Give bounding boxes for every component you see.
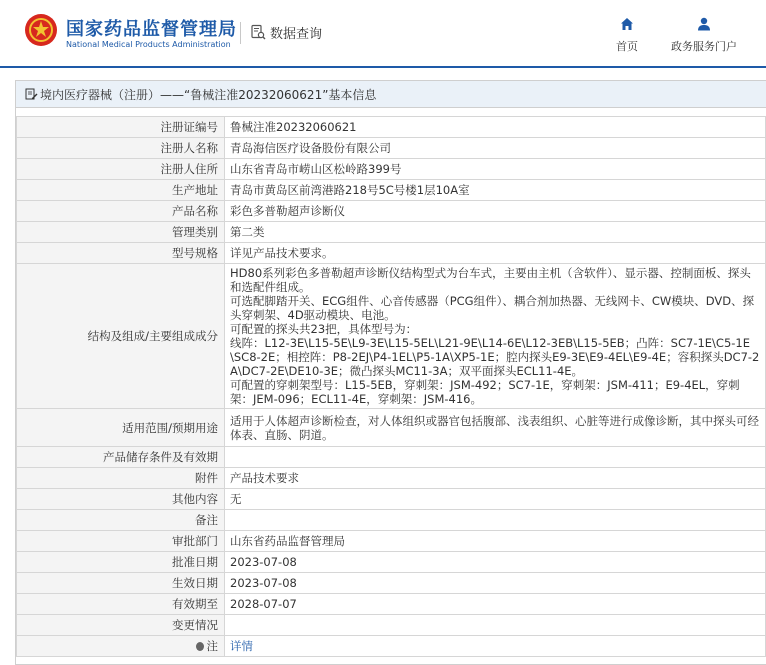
field-label: 变更情况 <box>17 615 225 636</box>
table-row <box>17 243 766 264</box>
site-header <box>0 0 766 68</box>
table-row <box>17 264 766 409</box>
field-value: 第二类 <box>225 222 766 243</box>
table-row <box>17 409 766 447</box>
detail-link[interactable]: 详情 <box>230 639 253 653</box>
structure-composition-text: HD80系列彩色多普勒超声诊断仪结构型式为台车式，主要由主机（含软件）、显示器、控制面板、探头和选配件组成。 可选配脚踏开关、ECG组件、心音传感器（PCG组件）、耦合剂加热器、无线网卡、CW模块、DVD、探头穿刺架、4D驱动模块、电池。 可配置的探头共23把，具体型号为： 线阵：L12-3E\L15-5E\L9-3E\L15-5EL\L21-9E\L14-6E\L12-3EB\L15-5EB；凸阵：SC7-1E\C5-1E\SC8-2E；相控阵：P8-2EJ\P4-1EL\P5-1A\XP5-1E；腔内探头E9-3E\E9-4EL\E9-4E；容积探头DC7-2A\DC7-2E\DE10-3E；微凸探头MC11-3A；双平面探头ECL11-4E。 可配置的穿刺架型号：L15-5EB，穿刺架：JSM-492；SC7-1E，穿刺架：JSM-411；E9-4EL，穿刺架：JEM-096；ECL11-4E，穿刺架：JSM-416。 <box>230 266 760 406</box>
table-row <box>17 636 766 657</box>
field-label: 有效期至 <box>17 594 225 615</box>
field-value: 彩色多普勒超声诊断仪 <box>225 201 766 222</box>
table-row <box>17 201 766 222</box>
user-icon <box>697 16 711 32</box>
table-row <box>17 615 766 636</box>
table-row <box>17 447 766 468</box>
table-row <box>17 552 766 573</box>
field-label: 生效日期 <box>17 573 225 594</box>
field-value <box>225 510 766 531</box>
note-pin-icon <box>196 642 204 651</box>
field-label: 其他内容 <box>17 489 225 510</box>
field-label: 管理类别 <box>17 222 225 243</box>
field-value: 鲁械注准20232060621 <box>225 117 766 138</box>
site-subtitle: National Medical Products Administration <box>66 40 231 49</box>
field-value: 青岛市黄岛区前湾港路218号5C号楼1层10A室 <box>225 180 766 201</box>
home-icon <box>620 16 634 32</box>
field-label: 产品储存条件及有效期 <box>17 447 225 468</box>
table-row <box>17 159 766 180</box>
nav-service-portal[interactable] <box>664 16 744 54</box>
field-label: 注册人住所 <box>17 159 225 180</box>
field-label: 产品名称 <box>17 201 225 222</box>
field-label: 适用范围/预期用途 <box>17 409 225 447</box>
table-row <box>17 531 766 552</box>
note-label: 注 <box>206 639 218 653</box>
field-label: 结构及组成/主要组成成分 <box>17 264 225 409</box>
field-label: 生产地址 <box>17 180 225 201</box>
table-row <box>17 180 766 201</box>
field-value <box>225 264 766 409</box>
field-value: 2028-07-07 <box>225 594 766 615</box>
field-label: 批准日期 <box>17 552 225 573</box>
data-query-label: 数据查询 <box>270 26 323 42</box>
nav-home[interactable] <box>606 16 648 54</box>
note-value-cell <box>225 636 766 657</box>
table-row <box>17 468 766 489</box>
field-value: 产品技术要求 <box>225 468 766 489</box>
table-row <box>17 138 766 159</box>
field-label: 型号规格 <box>17 243 225 264</box>
national-emblem-icon[interactable] <box>24 13 58 47</box>
table-row <box>17 510 766 531</box>
field-label: 审批部门 <box>17 531 225 552</box>
detail-table <box>16 116 766 657</box>
data-query-link[interactable] <box>250 22 322 42</box>
field-label: 注册证编号 <box>17 117 225 138</box>
field-label: 附件 <box>17 468 225 489</box>
table-row <box>17 594 766 615</box>
field-value: 山东省青岛市崂山区松岭路399号 <box>225 159 766 180</box>
document-search-icon <box>250 24 266 40</box>
field-label: 备注 <box>17 510 225 531</box>
field-value: 无 <box>225 489 766 510</box>
table-row <box>17 489 766 510</box>
field-value: 详见产品技术要求。 <box>225 243 766 264</box>
table-row <box>17 222 766 243</box>
panel-title <box>16 81 766 108</box>
field-value <box>225 447 766 468</box>
nav-home-label: 首页 <box>616 40 638 53</box>
note-label-cell <box>17 636 225 657</box>
field-value: 2023-07-08 <box>225 573 766 594</box>
panel-title-text: 境内医疗器械（注册）——“鲁械注准20232060621”基本信息 <box>40 87 377 102</box>
site-title[interactable]: 国家药品监督管理局 <box>66 19 237 40</box>
field-value: 适用于人体超声诊断检查，对人体组织或器官包括腹部、浅表组织、心脏等进行成像诊断，其中探头可经体表、直肠、阴道。 <box>225 409 766 447</box>
field-value: 2023-07-08 <box>225 552 766 573</box>
field-value: 山东省药品监督管理局 <box>225 531 766 552</box>
table-row <box>17 117 766 138</box>
field-label: 注册人名称 <box>17 138 225 159</box>
header-divider <box>240 22 241 44</box>
field-value <box>225 615 766 636</box>
nav-service-portal-label: 政务服务门户 <box>671 40 737 53</box>
table-row <box>17 573 766 594</box>
detail-panel <box>15 80 766 665</box>
field-value: 青岛海信医疗设备股份有限公司 <box>225 138 766 159</box>
edit-document-icon <box>24 87 38 101</box>
